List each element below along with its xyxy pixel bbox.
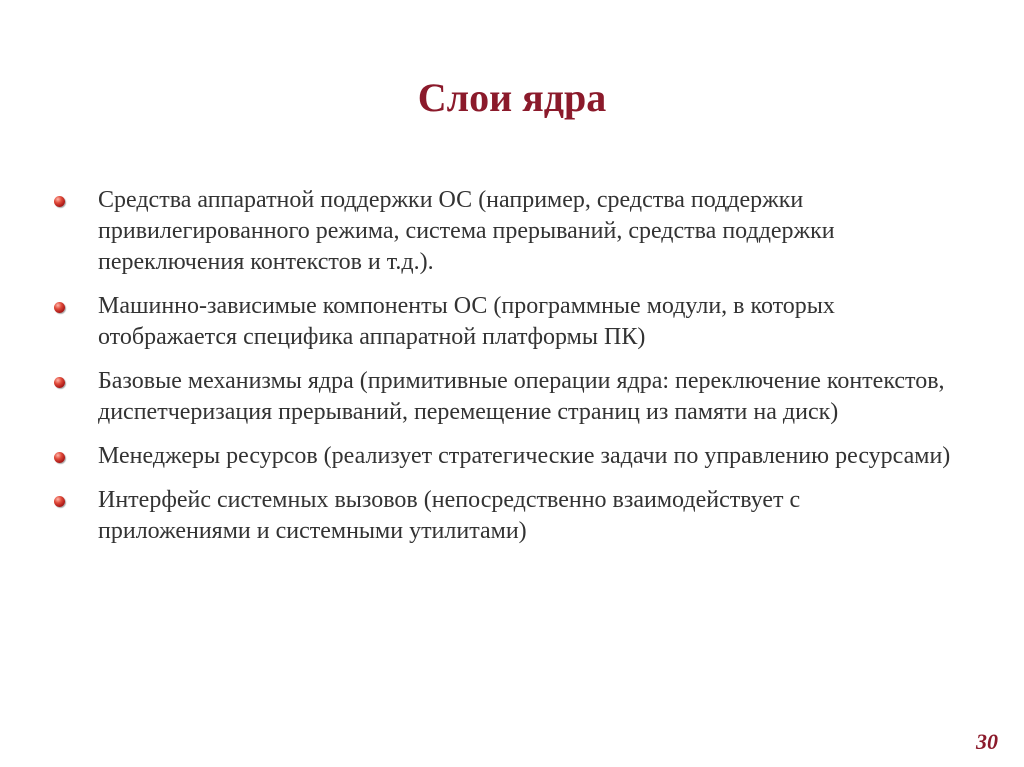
list-item	[54, 291, 954, 353]
slide-title: Слои ядра	[417, 75, 607, 120]
red-sphere-bullet-icon	[54, 496, 65, 507]
red-sphere-bullet-icon	[54, 452, 65, 463]
bullet-text: Интерфейс системных вызовов (непосредственно взаимодействует с приложениями и системными утилитами)	[98, 487, 801, 544]
red-sphere-bullet-icon	[54, 302, 65, 313]
bullet-text: Базовые механизмы ядра (примитивные операции ядра: переключение контекстов, диспетчеризация прерываний, перемещение страниц из памяти на диск)	[98, 368, 945, 425]
bullet-text: Менеджеры ресурсов (реализует стратегические задачи по управлению ресурсами)	[98, 443, 951, 469]
list-item	[54, 485, 954, 547]
list-item	[54, 441, 954, 472]
red-sphere-bullet-icon	[54, 377, 65, 388]
bullet-text: Машинно-зависимые компоненты ОС (программные модули, в которых отображается специфика аппаратной платформы ПК)	[98, 293, 835, 350]
page-number: 30	[976, 729, 998, 754]
bullet-list	[54, 185, 954, 560]
list-item	[54, 366, 954, 428]
bullet-text: Средства аппаратной поддержки ОС (например, средства поддержки привилегированного режима, система прерываний, средства поддержки переключения контекстов и т.д.).	[98, 187, 835, 275]
red-sphere-bullet-icon	[54, 196, 65, 207]
list-item	[54, 185, 954, 278]
